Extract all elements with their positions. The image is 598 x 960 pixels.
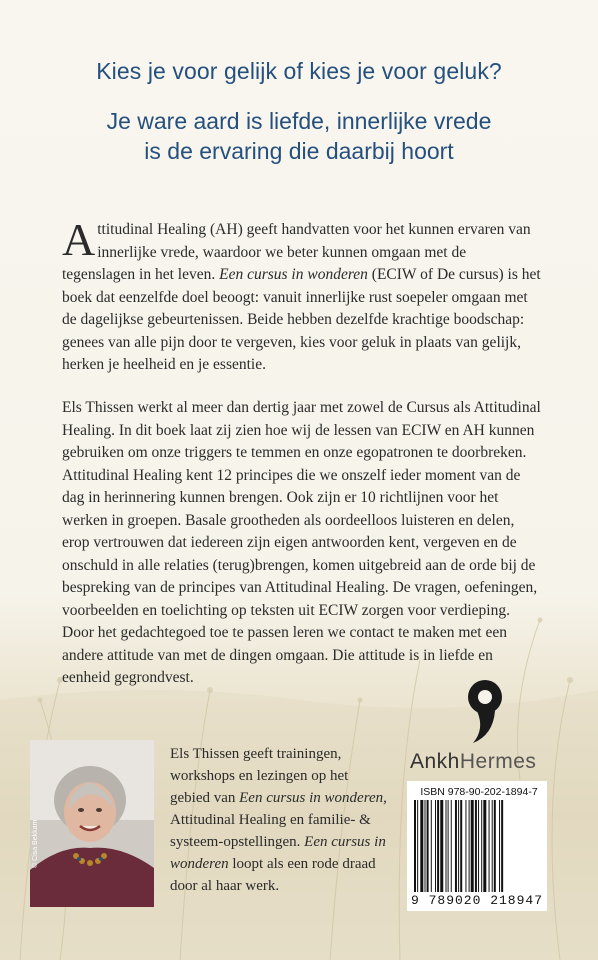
description-paragraph: Els Thissen werkt al meer dan dertig jaar met zowel de Cursus als Attitudinal Healing. In dit boek laat zij zien hoe wij de lessen van ECIW en AH kunnen gebruiken om onze triggers te temmen en onze egopatronen te doorbreken. Attitudinal Healing kent 12 principes die we onszelf ieder moment van de dag in herinnering kunnen brengen. Ook zijn er 10 richtlijnen voor het werken in groepen. Basale grootheden als oordeelloos luisteren en delen, erop vertrouwen dat iedereen zijn eigen antwoorden kent, vergeven en de onschuld in alle relaties (terug)brengen, komen uitgebreid aan de orde bij de bespreking van de principes van Attitudinal Healing. De vragen, oefeningen, voorbeelden en toelichting op teksten uit ECIW zorgen voor verdieping. Door het gedachtegoed toe te passen leren we contact te maken met een andere attitude van met de dingen omgaan. Die attitude is in liefde en eenheid gegrondvest. [62,399,541,686]
barcode-bar [475,800,477,892]
barcode-bar [448,800,449,892]
barcode-bar [427,800,429,892]
barcode-bar [489,800,490,892]
barcode-bar [483,800,486,892]
barcode-bar [501,800,503,892]
barcode-bar [440,800,443,892]
bio-book-title-1: Een cursus in wonderen [239,790,384,806]
barcode-bar [425,800,426,892]
photo-credit: © Cisa Bekkam [32,819,39,868]
barcode-bar [417,800,418,892]
tagline-statement [0,106,598,166]
tagline-statement-line1: Je ware aard is liefde, innerlijke vrede [106,108,492,134]
bio-text-1: Els Thissen geeft trainingen, workshops en lezingen op het gebied van [170,746,349,806]
intro-book-title: Een cursus in wonderen [219,266,368,283]
intro-paragraph [62,214,542,377]
bio-text-3: loopt als een rode draad door al haar werk. [170,856,376,894]
barcode-bar [451,800,452,892]
barcode-bar [458,800,459,892]
barcode-bar [469,800,470,892]
barcode-bar [455,800,457,892]
barcode-bar [494,800,496,892]
barcode-icon [412,800,544,892]
tagline-question: Kies je voor gelijk of kies je voor geluk? [96,58,502,84]
ankh-hermes-logo-icon [455,677,515,747]
author-bio [170,743,392,897]
barcode-bar [431,800,432,892]
author-photo [30,740,154,907]
bio-book-title-2: Een cursus in wonderen [170,834,386,872]
isbn-label: ISBN 978-90-202-1894-7 [420,786,538,798]
barcode-bar [465,800,466,892]
barcode-bar [478,800,479,892]
barcode-bar [471,800,474,892]
barcode-bar [492,800,493,892]
barcode-bar [446,800,447,892]
barcode-bar [420,800,423,892]
intro-text-1: ttitudinal Healing (AH) geeft handvatten voor het kunnen ervaren van innerlijke vrede, waardoor we beter kunnen omgaan met de tegenslagen in het leven. [62,221,531,283]
publisher-name-part1: Ankh [410,750,460,773]
publisher-name [410,750,536,774]
barcode-bar [437,800,439,892]
bio-text-2: , Attitudinal Healing en familie- & systeem-opstellingen. [170,790,387,850]
barcode-bar [435,800,436,892]
barcode-bar [481,800,482,892]
publisher-name-part2: Hermes [459,750,537,773]
intro-text-2: (ECIW of De cursus) is het boek dat eenzelfde doel beoogt: vanuit innerlijke rust soepeler omgaan met de dagelijkse gebeurtenissen. Beide hebben dezelfde krachtige boodschap: genees van alle pijn door te vergeven, kies voor geluk in plaats van gelijk, herken je heelheid en je essentie. [62,266,541,373]
barcode-digits: 9 789020 218947 [410,893,544,908]
drop-cap: A [62,214,96,265]
author-portrait-image [30,740,154,907]
barcode-bar [460,800,462,892]
barcode-bar [414,800,416,892]
tagline-statement-line2: is de ervaring die daarbij hoort [144,138,454,164]
barcode-bar [499,800,500,892]
